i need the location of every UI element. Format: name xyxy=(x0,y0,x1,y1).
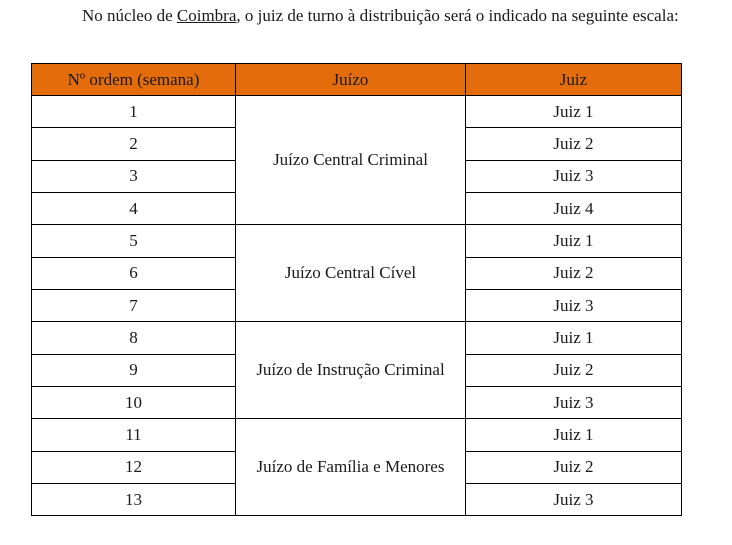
header-court: Juízo xyxy=(236,64,466,96)
order-cell: 12 xyxy=(32,451,236,483)
table-row xyxy=(32,225,682,257)
table-row xyxy=(32,322,682,354)
judge-cell: Juiz 1 xyxy=(466,419,682,451)
duty-scale-table xyxy=(31,63,682,516)
court-cell: Juízo de Instrução Criminal xyxy=(236,322,466,419)
judge-cell: Juiz 2 xyxy=(466,354,682,386)
judge-cell: Juiz 1 xyxy=(466,225,682,257)
judge-cell: Juiz 1 xyxy=(466,322,682,354)
intro-text-before: No núcleo de xyxy=(82,6,177,25)
order-cell: 4 xyxy=(32,193,236,225)
judge-cell: Juiz 3 xyxy=(466,387,682,419)
court-cell: Juízo Central Criminal xyxy=(236,96,466,225)
judge-cell: Juiz 3 xyxy=(466,290,682,322)
judge-cell: Juiz 2 xyxy=(466,257,682,289)
order-cell: 5 xyxy=(32,225,236,257)
order-cell: 13 xyxy=(32,484,236,516)
table-row xyxy=(32,96,682,128)
order-cell: 1 xyxy=(32,96,236,128)
order-cell: 3 xyxy=(32,160,236,192)
order-cell: 2 xyxy=(32,128,236,160)
intro-paragraph xyxy=(30,0,682,32)
judge-cell: Juiz 2 xyxy=(466,128,682,160)
order-cell: 8 xyxy=(32,322,236,354)
header-order: Nº ordem (semana) xyxy=(32,64,236,96)
judge-cell: Juiz 3 xyxy=(466,484,682,516)
judge-cell: Juiz 3 xyxy=(466,160,682,192)
order-cell: 9 xyxy=(32,354,236,386)
judge-cell: Juiz 4 xyxy=(466,193,682,225)
judge-cell: Juiz 1 xyxy=(466,96,682,128)
header-judge: Juiz xyxy=(466,64,682,96)
order-cell: 7 xyxy=(32,290,236,322)
court-cell: Juízo de Família e Menores xyxy=(236,419,466,516)
court-cell: Juízo Central Cível xyxy=(236,225,466,322)
order-cell: 10 xyxy=(32,387,236,419)
judge-cell: Juiz 2 xyxy=(466,451,682,483)
table-header-row xyxy=(32,64,682,96)
order-cell: 6 xyxy=(32,257,236,289)
table-row xyxy=(32,419,682,451)
intro-place: Coimbra xyxy=(176,6,237,25)
order-cell: 11 xyxy=(32,419,236,451)
intro-text-after: , o juiz de turno à distribuição será o indicado na seguinte escala: xyxy=(236,6,679,25)
